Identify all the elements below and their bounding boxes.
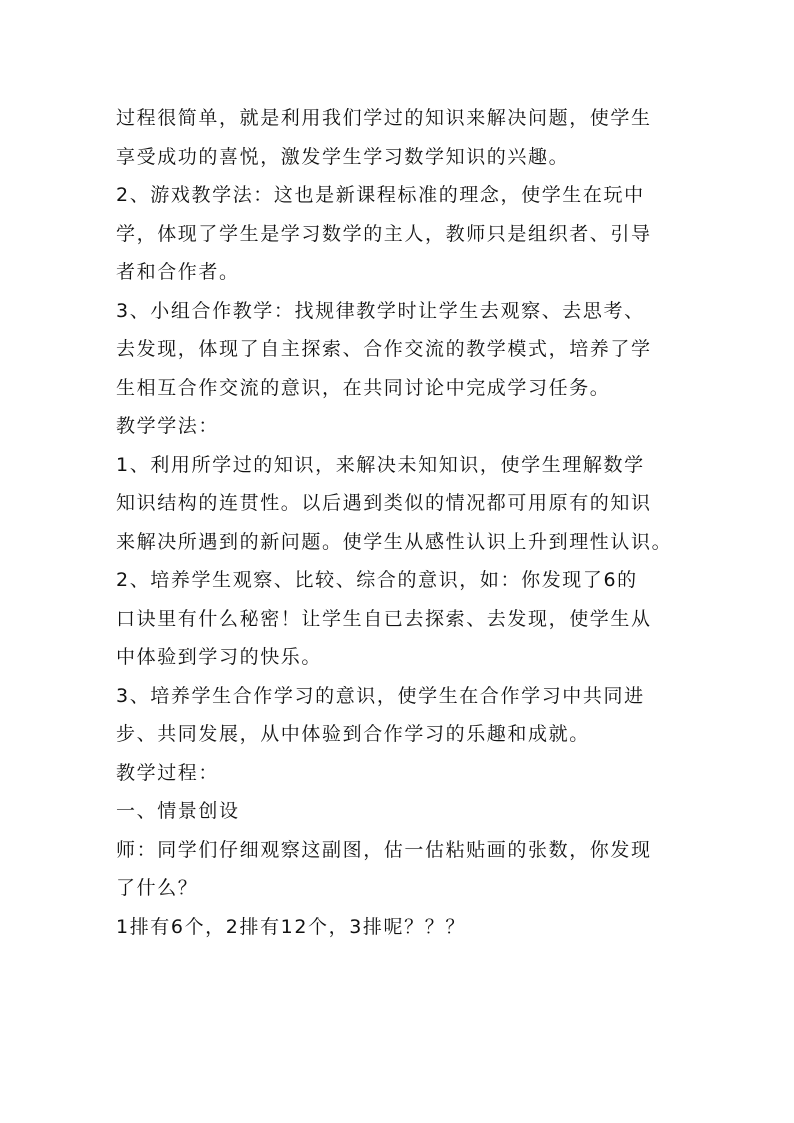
- text-line: 去发现，体现了自主探索、合作交流的教学模式，培养了学: [116, 338, 652, 360]
- subsection-heading: 一、情景创设: [116, 800, 240, 822]
- text-line: 2、游戏教学法：这也是新课程标准的理念，使学生在玩中: [116, 184, 645, 206]
- section-heading: 教学学法：: [116, 415, 220, 437]
- text-line: 1排有6个，2排有12个，3排呢？？？: [116, 915, 466, 938]
- text-line: 生相互合作交流的意识，在共同讨论中完成学习任务。: [116, 376, 611, 399]
- text-line: 来解决所遇到的新问题。使学生从感性认识上升到理性认识。: [116, 530, 673, 553]
- text-line: 知识结构的连贯性。以后遇到类似的情况都可用原有的知识: [116, 492, 652, 514]
- text-line: 者和合作者。: [116, 261, 240, 283]
- text-line: 师：同学们仔细观察这副图，估一估粘贴画的张数，你发现: [116, 838, 652, 861]
- text-line: 2、培养学生观察、比较、综合的意识，如：你发现了6的: [116, 569, 638, 591]
- text-line: 享受成功的喜悦，激发学生学习数学知识的兴趣。: [116, 145, 570, 168]
- text-line: 过程很简单，就是利用我们学过的知识来解决问题，使学生: [116, 107, 652, 129]
- text-line: 3、小组合作教学：找规律教学时让学生去观察、去思考、: [116, 299, 645, 322]
- text-line: 步、共同发展，从中体验到合作学习的乐趣和成就。: [116, 723, 590, 745]
- section-heading: 教学过程：: [116, 761, 220, 784]
- document-body: [116, 99, 696, 946]
- text-line: 口诀里有什么秘密！让学生自已去探索、去发现，使学生从: [116, 607, 652, 630]
- text-line: 1、利用所学过的知识，来解决未知知识，使学生理解数学: [116, 453, 645, 476]
- text-line: 中体验到学习的快乐。: [116, 646, 323, 668]
- text-line: 学，体现了学生是学习数学的主人，教师只是组织者、引导: [116, 222, 652, 245]
- text-line: 3、培养学生合作学习的意识，使学生在合作学习中共同进: [116, 684, 645, 707]
- text-line: 了什么？: [116, 877, 199, 899]
